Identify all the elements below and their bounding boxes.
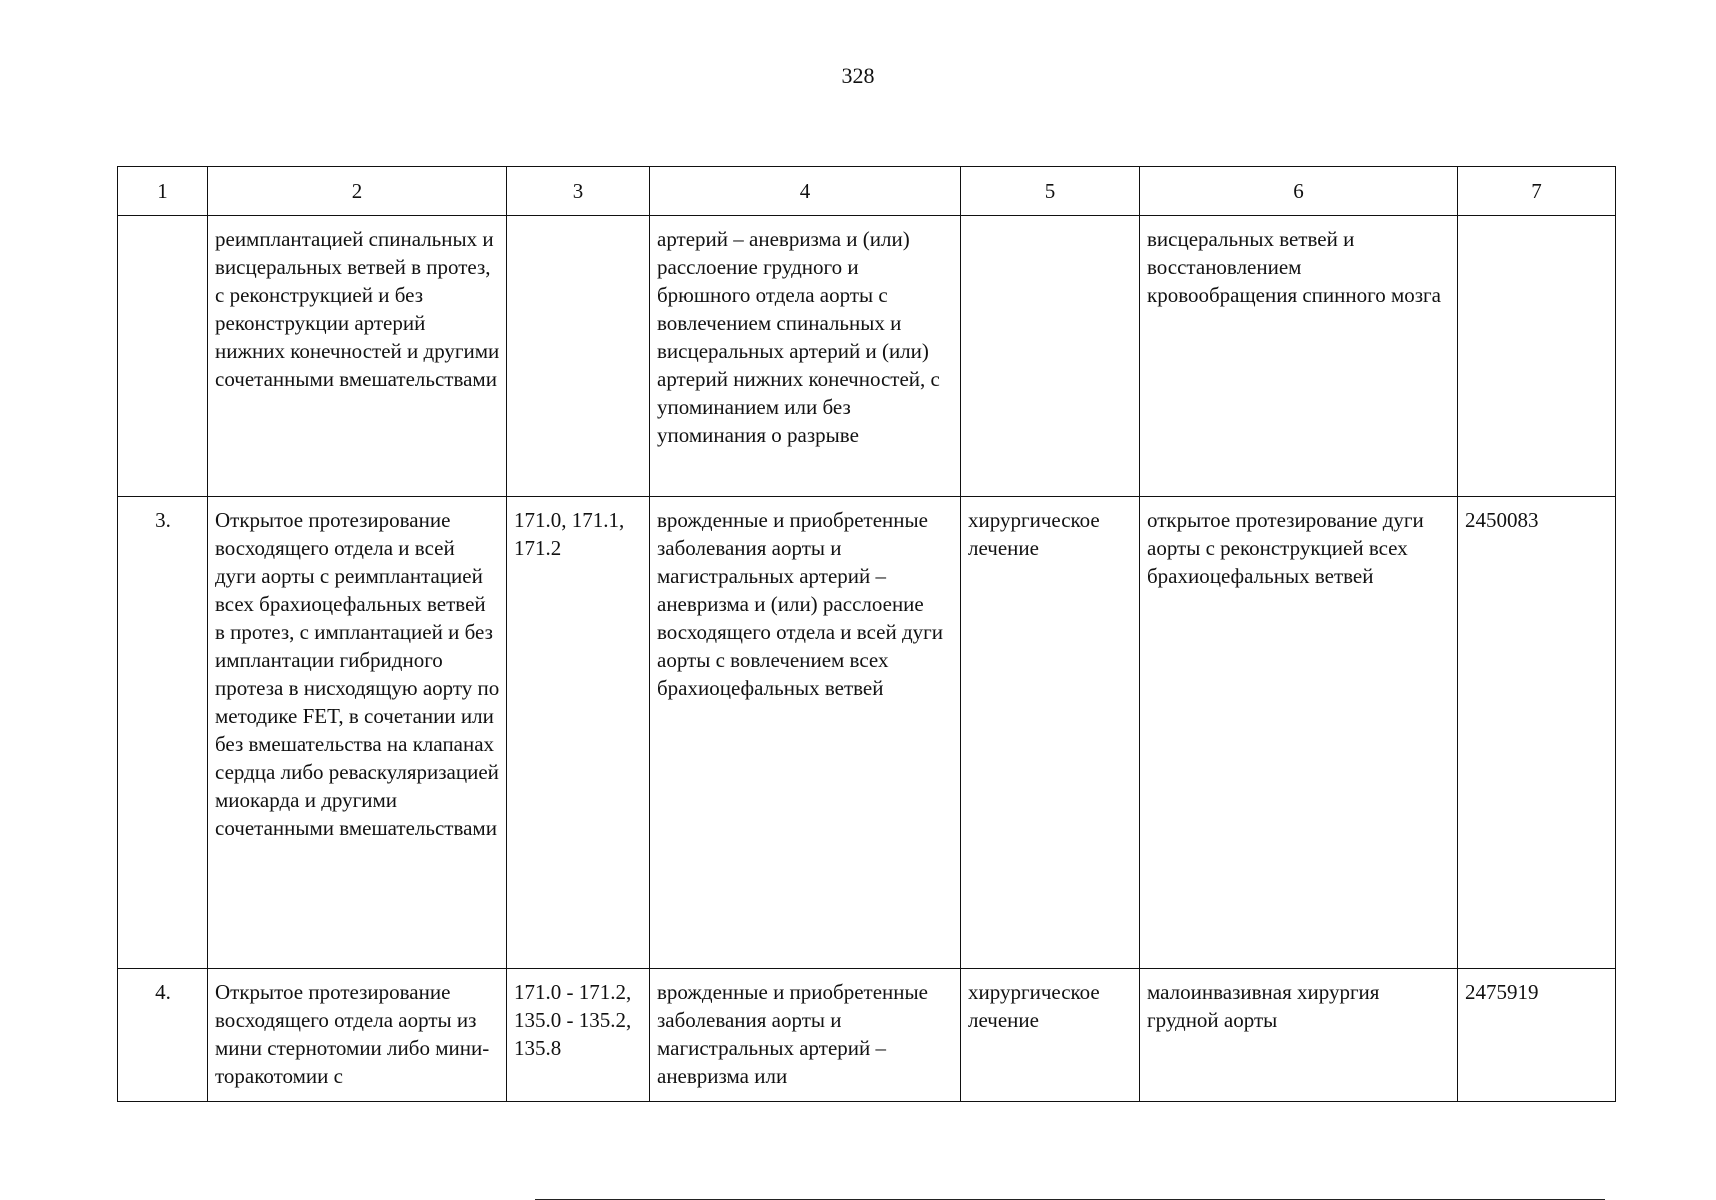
method-cell: Открытое протезирование восходящего отдела аорты из мини стернотомии либо мини-торакотомии с [208,969,507,1102]
disease-cell: врожденные и приобретенные заболевания аорты и магистральных артерий – аневризма или [650,969,961,1102]
procedures-table [117,166,1616,1102]
column-header-4: 4 [650,167,961,216]
row-number-cell: 4. [118,969,208,1102]
column-header-6: 6 [1140,167,1458,216]
column-header-1: 1 [118,167,208,216]
technique-cell: открытое протезирование дуги аорты с реконструкцией всех брахиоцефальных ветвей [1140,497,1458,969]
technique-cell: висцеральных ветвей и восстановлением кровообращения спинного мозга [1140,216,1458,497]
treatment-cell: хирургическое лечение [961,497,1140,969]
treatment-cell [961,216,1140,497]
header-row [118,167,1616,216]
table-row [118,497,1616,969]
table-row [118,969,1616,1102]
page-number: 328 [841,63,875,88]
cost-cell [1458,216,1616,497]
codes-cell: 171.0, 171.1, 171.2 [507,497,650,969]
disease-cell: врожденные и приобретенные заболевания аорты и магистральных артерий – аневризма и (или) расслоение восходящего отдела и всей дуги аорты с вовлечением всех брахиоцефальных ветвей [650,497,961,969]
disease-cell: артерий – аневризма и (или) расслоение грудного и брюшного отдела аорты с вовлечением спинальных и висцеральных артерий и (или) артерий нижних конечностей, с упоминанием или без упоминания о разрыве [650,216,961,497]
row-number-cell: 3. [118,497,208,969]
table-row [118,216,1616,497]
column-header-7: 7 [1458,167,1616,216]
method-cell: реимплантацией спинальных и висцеральных ветвей в протез, с реконструкцией и без реконструкции артерий нижних конечностей и другими сочетанными вмешательствами [208,216,507,497]
column-header-5: 5 [961,167,1140,216]
column-header-3: 3 [507,167,650,216]
codes-cell [507,216,650,497]
cost-cell: 2475919 [1458,969,1616,1102]
codes-cell: 171.0 - 171.2, 135.0 - 135.2, 135.8 [507,969,650,1102]
treatment-cell: хирургическое лечение [961,969,1140,1102]
cost-cell: 2450083 [1458,497,1616,969]
technique-cell: малоинвазивная хирургия грудной аорты [1140,969,1458,1102]
row-number-cell [118,216,208,497]
column-header-2: 2 [208,167,507,216]
method-cell: Открытое протезирование восходящего отдела и всей дуги аорты с реимплантацией всех брахиоцефальных ветвей в протез, с имплантацией и без имплантации гибридного протеза в нисходящую аорту по методике FET, в сочетании или без вмешательства на клапанах сердца либо реваскуляризацией миокарда и другими сочетанными вмешательствами [208,497,507,969]
